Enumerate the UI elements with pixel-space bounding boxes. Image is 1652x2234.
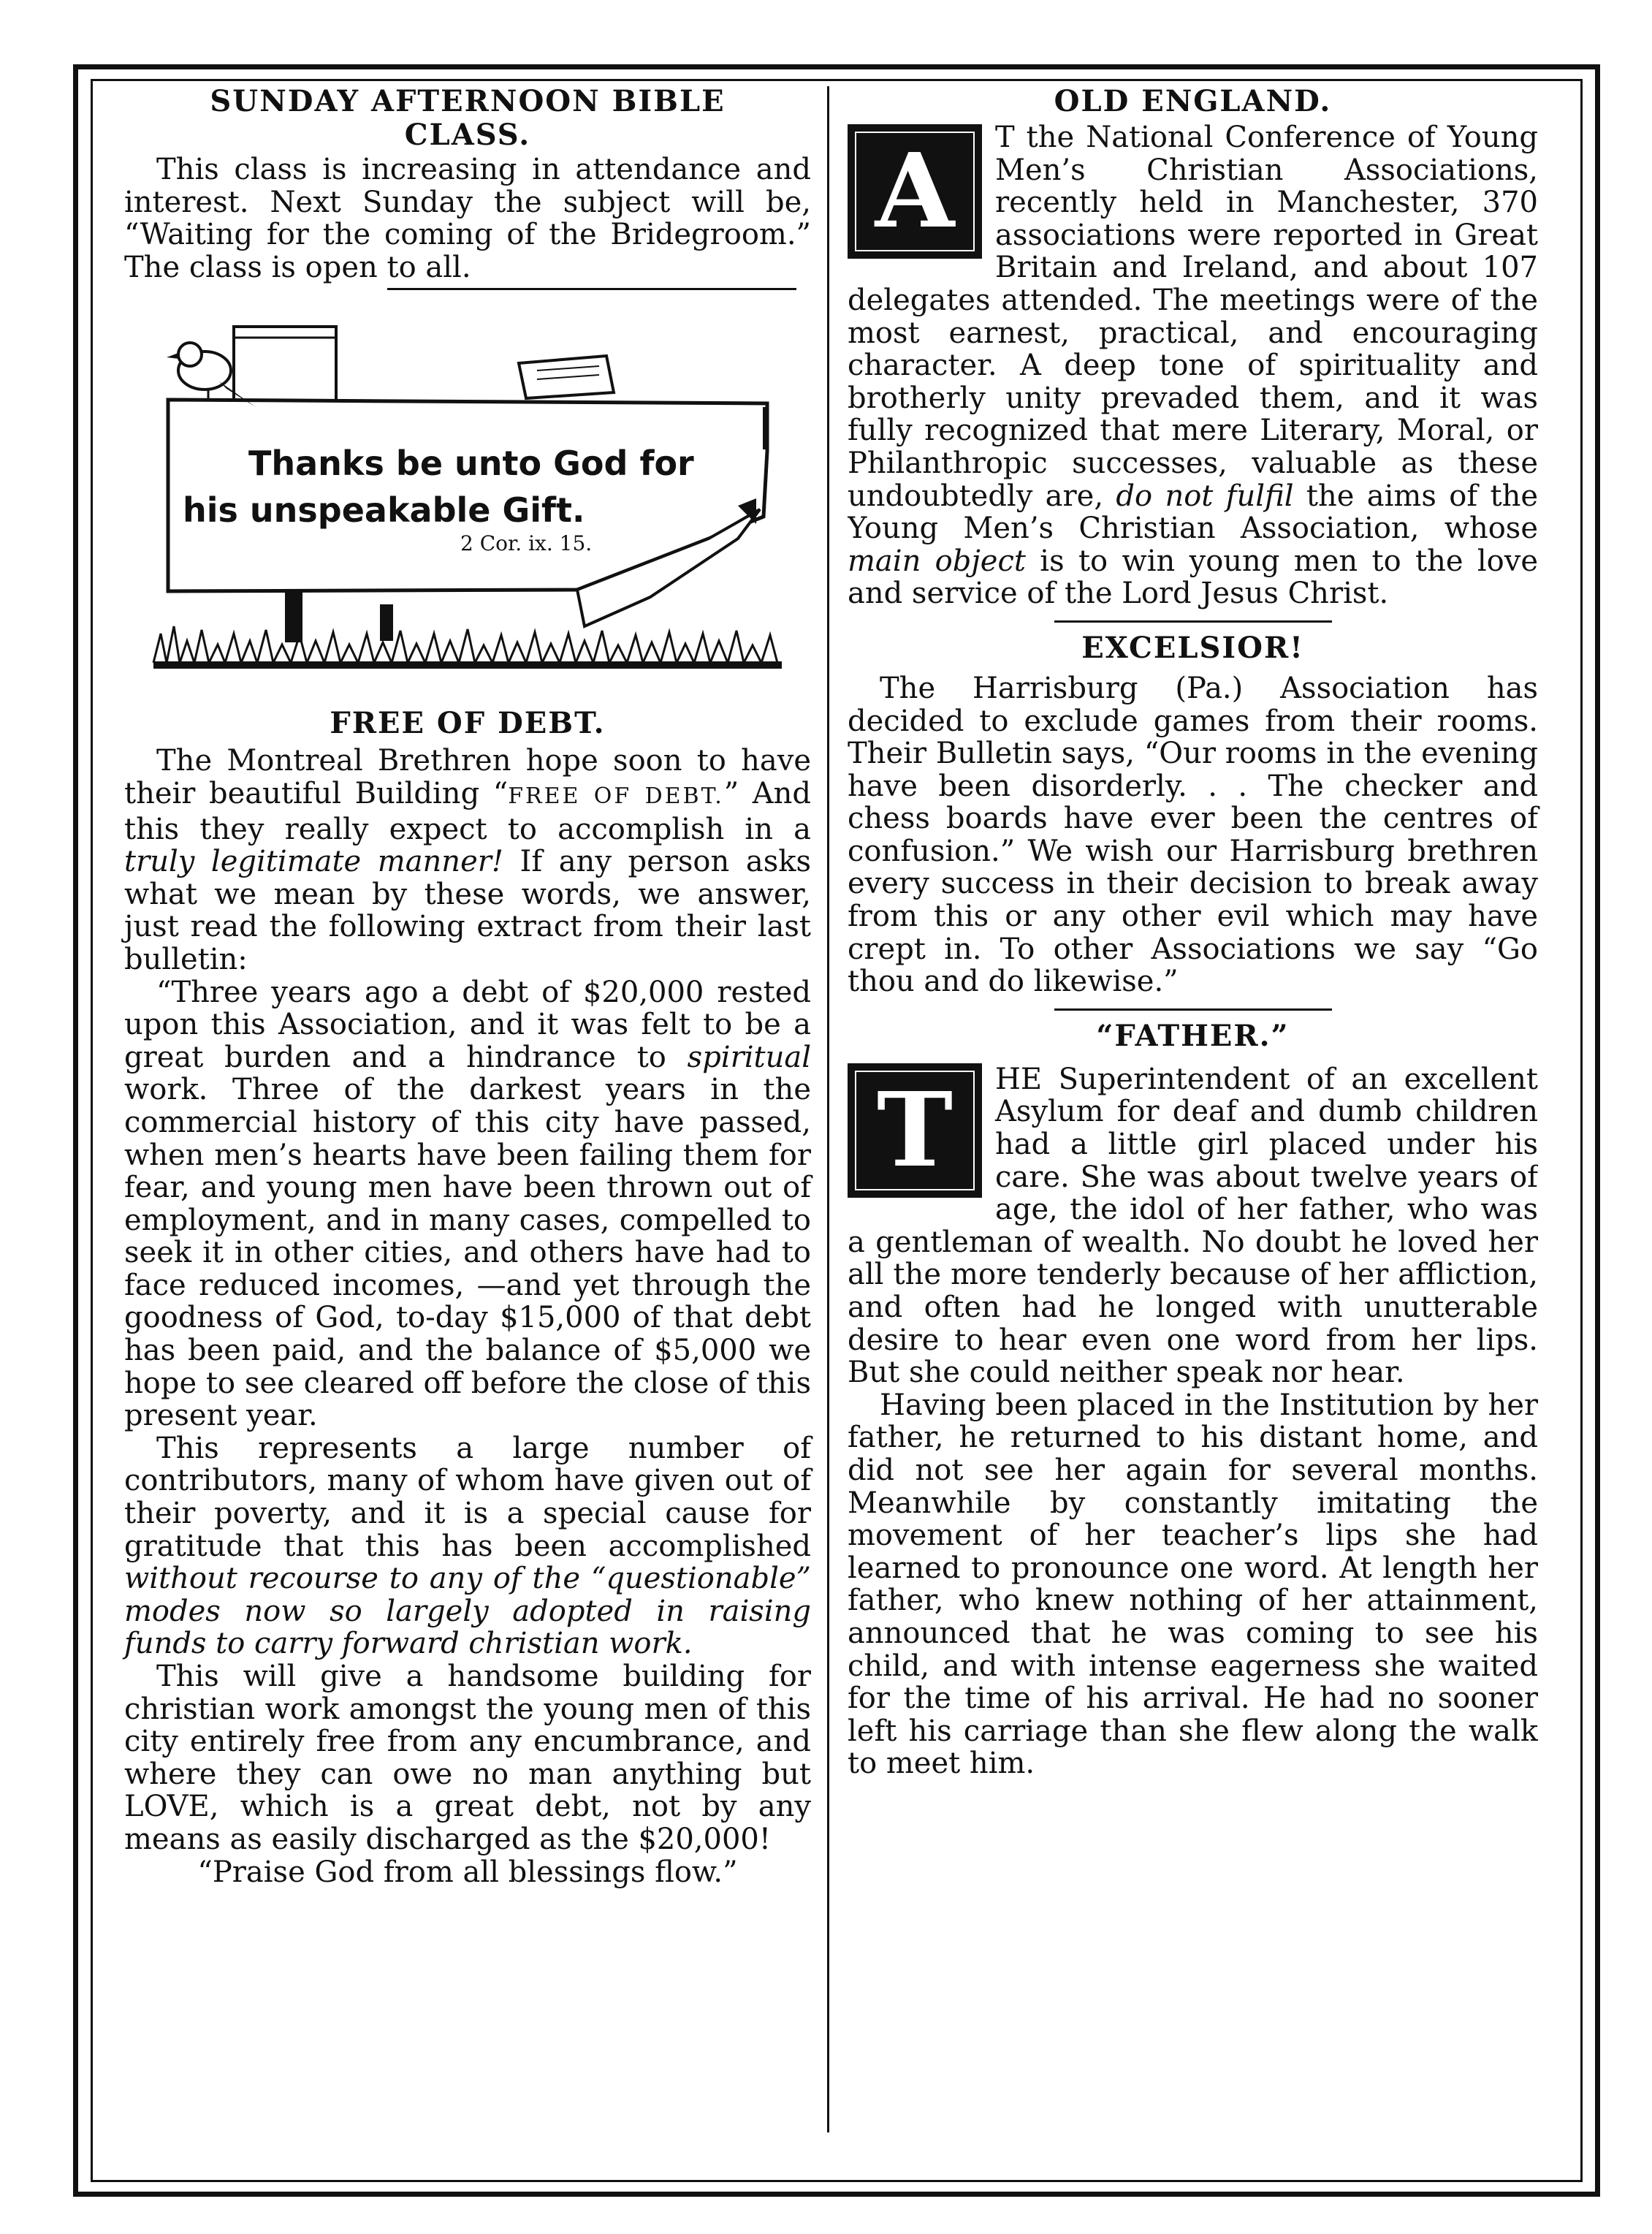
- left-column: [124, 82, 811, 1888]
- old-england-body: [848, 118, 1538, 610]
- scripture-sign-illustration: [139, 319, 796, 699]
- p2-emphasis: spiritual: [687, 1040, 811, 1074]
- father-body: [848, 1053, 1538, 1780]
- bible-class-paragraph: This class is increasing in attendance and interest. Next Sunday the subject will be, “Waiting for the coming of the Bridegroom.” The class is open to all.: [124, 153, 811, 284]
- section-rule: [387, 288, 796, 290]
- sign-text-line1: Thanks be unto God for: [248, 444, 694, 484]
- oe-text-a: T the National Conference of Young Men’s Christian Associations, recently held in Manchester, 370 associations were reported in Great Britain and Ireland, and about 107 delegates attended. The meetings were of the most earnest, practical, and encouraging character. A deep tone of spirituality and brotherly unity prevaded them, and it was fully recognized that mere Literary, Moral, or Philanthropic successes, valuable as these undoubtedly are,: [848, 121, 1538, 513]
- free-of-debt-doxology: “Praise God from all blessings flow.”: [197, 1855, 738, 1889]
- oe-text-c: is to win young men to the love and service of the Lord Jesus Christ.: [848, 544, 1538, 610]
- right-column: [848, 82, 1538, 1780]
- father-paragraph-2: Having been placed in the Institution by her father, he returned to his distant home, and did not see her again for several months. Meanwhile by constantly imitating the movement of her teacher’s lips she had learned to pronounce one word. At length her father, who knew nothing of her attainment, announced that he was coming to see his child, and with intense eagerness she waited for the time of his arrival. He had no sooner left his carriage than she flew along the walk to meet him.: [848, 1388, 1538, 1780]
- free-of-debt-paragraph-3: [124, 1432, 811, 1660]
- father-section: [848, 1019, 1538, 1780]
- free-of-debt-paragraph-4: This will give a handsome building for christian work amongst the young men of this city entirely free from any encumbrance, and where they can owe no man anything but LOVE, which is a great debt, not by any means as easily discharged as the $20,000!: [124, 1660, 811, 1856]
- oe-text-b: the aims of the Young Men’s Christian Association, whose: [848, 479, 1538, 546]
- dropcap-t: [848, 1063, 982, 1198]
- old-england-heading: OLD ENGLAND.: [1054, 84, 1332, 118]
- section-rule: [1054, 620, 1332, 623]
- dropcap-a-letter: A: [855, 132, 975, 251]
- free-of-debt-paragraph-2: [124, 976, 811, 1432]
- section-rule: [1054, 1008, 1332, 1011]
- p1-text-b: ” And this they really expect to accomplish in a: [124, 776, 812, 846]
- p1-text-c: If any person asks what we mean by these words, we answer, just read the following extract from their last bulletin:: [124, 845, 811, 976]
- p2-text-a: “Three years ago a debt of $20,000 rested upon this Association, and it was felt to be a great burden and a hindrance to: [124, 975, 811, 1074]
- dropcap-a: [848, 124, 982, 259]
- old-england-section: [848, 85, 1538, 623]
- excelsior-paragraph: The Harrisburg (Pa.) Association has decided to exclude games from their rooms. Their Bulletin says, “Our rooms in the evening have been disorderly. . . The checker and chess boards have ever been the centres of confusion.” We wish our Harrisburg brethren every success in their decision to break away from this or any other evil which may have crept in. To other Associations we say “Go thou and do likewise.”: [848, 671, 1538, 999]
- free-of-debt-paragraph-1: [124, 745, 811, 976]
- p1-emphasis: truly legitimate manner!: [124, 845, 503, 879]
- column-divider: [827, 86, 829, 2132]
- oe-emphasis-1: do not fulfil: [1116, 479, 1294, 513]
- p1-smallcaps: FREE OF DEBT.: [508, 783, 724, 809]
- p2-text-b: work. Three of the darkest years in the commercial history of this city have passed, when men’s hearts have been failing them for fear, and young men have been thrown out of employment, and in many cases, compelled to seek it in other cities, and others have had to face reduced incomes, —and yet through the goodness of God, to-day $15,000 of that debt has been paid, and the balance of $5,000 we hope to see cleared off before the close of this present year.: [124, 1073, 811, 1433]
- excelsior-section: [848, 631, 1538, 1011]
- oe-emphasis-2: main object: [848, 544, 1026, 578]
- free-of-debt-heading: FREE OF DEBT.: [330, 706, 606, 741]
- dropcap-t-letter: T: [855, 1071, 975, 1190]
- sign-text-line2: his unspeakable Gift.: [183, 490, 585, 531]
- father-heading: “FATHER.”: [1096, 1018, 1290, 1053]
- bible-class-section: [124, 85, 811, 290]
- free-of-debt-section: [124, 707, 811, 1888]
- p3-emphasis: without recourse to any of the “questionable” modes now so largely adopted in raising funds to carry forward christian work.: [124, 1562, 811, 1661]
- excelsior-heading: EXCELSIOR!: [1081, 630, 1304, 665]
- father-paragraph-1: HE Superintendent of an excellent Asylum for deaf and dumb children had a little girl placed under his care. She was about twelve years of age, the idol of her father, who was a gentleman of wealth. No doubt he loved her all the more tenderly because of her affliction, and often had he longed with unutterable desire to hear even one word from her lips. But she could neither speak nor hear.: [848, 1062, 1538, 1390]
- sign-scripture-reference: 2 Cor. ix. 15.: [460, 531, 593, 556]
- p1-text-a: The Montreal Brethren hope soon to have their beautiful Building “: [124, 744, 811, 810]
- bible-class-heading: SUNDAY AFTERNOON BIBLE CLASS.: [210, 84, 726, 152]
- p3-text-a: This represents a large number of contributors, many of whom have given out of their poverty, and it is a special cause for gratitude that this has been accomplished: [124, 1431, 811, 1563]
